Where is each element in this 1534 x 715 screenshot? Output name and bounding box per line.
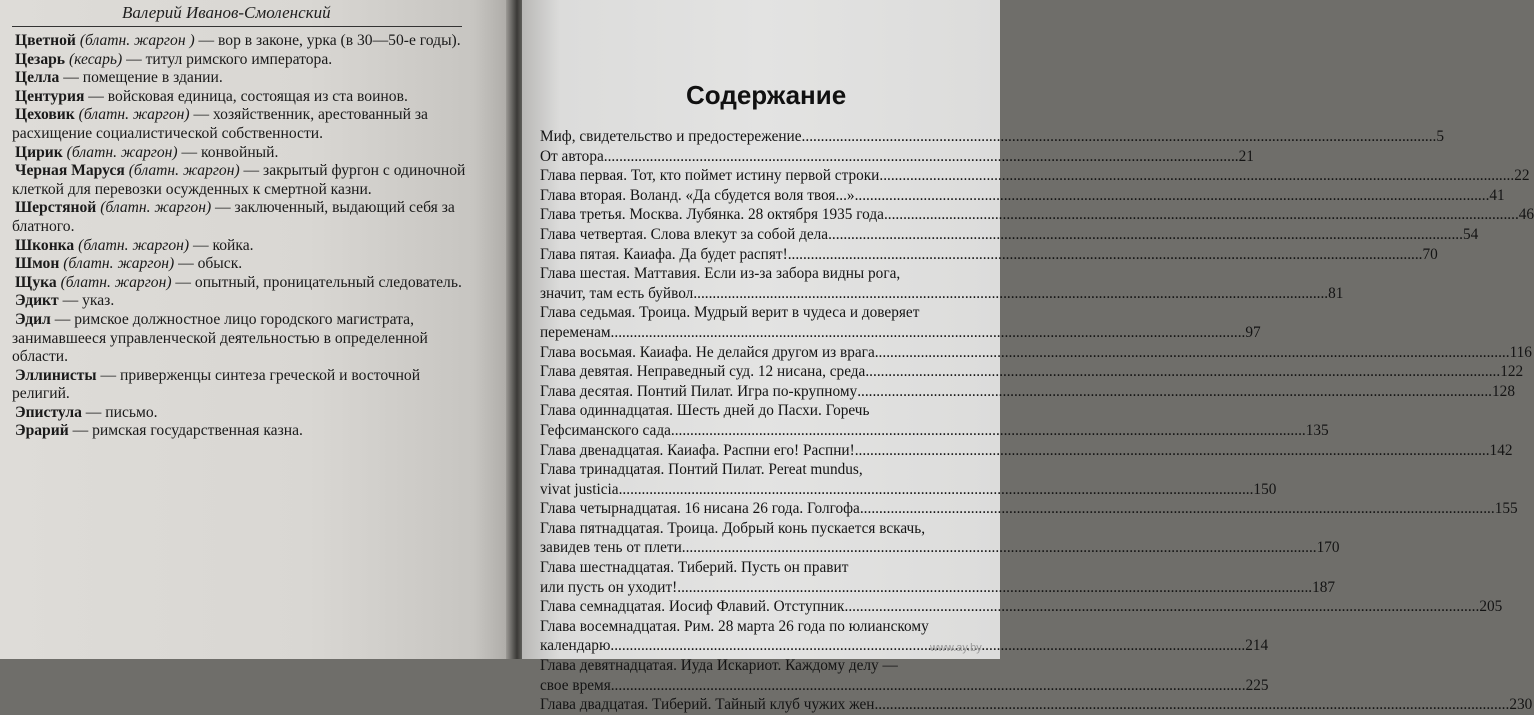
- toc-page-number: 230: [1509, 696, 1533, 714]
- toc-text: Глава одиннадцатая. Шесть дней до Пасхи. Горечь: [540, 402, 870, 420]
- toc-text: свое время: [540, 676, 611, 694]
- toc-line: [540, 323, 1261, 343]
- glossary-entry: [12, 255, 467, 274]
- toc-text: Глава девятая. Неправедный суд. 12 нисана, среда: [540, 363, 866, 381]
- toc-entry: [540, 186, 1505, 206]
- toc-entry: [540, 245, 1438, 265]
- toc-text: Глава седьмая. Троица. Мудрый верит в чудеса и доверяет: [540, 304, 920, 322]
- toc-leader-dots: [611, 323, 1246, 343]
- toc-entry: [540, 225, 1479, 245]
- watermark: www.ay.by: [930, 642, 982, 654]
- toc-page-number: 116: [1509, 343, 1532, 361]
- toc-line: [540, 421, 1329, 441]
- glossary-term: Шконка: [15, 236, 75, 254]
- glossary-definition: — конвойный.: [177, 143, 279, 161]
- toc-line: [540, 656, 1000, 676]
- toc-entry: [540, 401, 1329, 440]
- toc-line: [540, 343, 1532, 363]
- toc-text: Миф, свидетельство и предостережение: [540, 128, 802, 145]
- toc-page-number: 155: [1494, 500, 1518, 518]
- toc-text: или пусть он уходит!: [540, 578, 678, 596]
- toc-leader-dots: [671, 421, 1306, 441]
- glossary-entry: [12, 88, 467, 107]
- toc-text: Глава тринадцатая. Понтий Пилат. Pereat mundus,: [540, 461, 863, 479]
- toc-entry: [540, 205, 1534, 225]
- toc-line: [540, 558, 1000, 578]
- glossary-note: (блатн. жаргон ): [79, 32, 195, 49]
- toc-entry: [540, 343, 1532, 363]
- toc-page-number: 205: [1479, 598, 1503, 616]
- toc-line: [540, 245, 1438, 265]
- toc-leader-dots: [845, 597, 1480, 617]
- toc-page-number: 41: [1489, 186, 1505, 204]
- glossary-definition: — закрытый фургон с одиночной клеткой для перевозки осужденных к смертной казни.: [12, 162, 466, 198]
- toc-page-number: 70: [1422, 245, 1438, 263]
- toc-entry: [540, 460, 1277, 499]
- toc-text: От автора: [540, 147, 604, 165]
- glossary-definition: — обыск.: [174, 255, 243, 273]
- toc-page-number: 97: [1245, 323, 1261, 341]
- toc-line: [540, 519, 1000, 539]
- toc-text: Глава пятая. Каиафа. Да будет распят!: [540, 245, 788, 263]
- toc-line: [540, 676, 1269, 696]
- glossary-term: Эпистула: [15, 403, 82, 421]
- glossary-definition: — вор в законe, урка (в 30—50-е годы).: [194, 32, 461, 49]
- toc-entry: [540, 166, 1530, 186]
- glossary-definition: — заключенный, выдающий себя за блатного.: [12, 199, 455, 235]
- toc-leader-dots: [693, 284, 1328, 304]
- toc-line: [540, 382, 1515, 402]
- toc-entry: [540, 656, 1269, 695]
- toc-entry: [540, 499, 1518, 519]
- glossary-entry: [12, 404, 467, 423]
- glossary-term: Целла: [15, 69, 60, 87]
- glossary-entry: [12, 367, 467, 404]
- toc-line: [540, 538, 1340, 558]
- toc-entry: [540, 127, 1445, 147]
- glossary-definition: — указ.: [58, 292, 115, 310]
- toc-entry: [540, 441, 1513, 461]
- toc-line: [540, 166, 1530, 186]
- glossary-note: (блатн. жаргон): [66, 143, 178, 161]
- toc-page-number: 187: [1312, 578, 1336, 596]
- glossary-term: Эдикт: [15, 292, 59, 310]
- glossary-term: Цветной: [15, 32, 76, 49]
- toc-line: [540, 480, 1277, 500]
- toc-text: Глава третья. Москва. Лубянка. 28 октября 1935 года: [540, 206, 884, 224]
- toc-text: Глава семнадцатая. Иосиф Флавий. Отступник: [540, 598, 845, 616]
- toc-leader-dots: [682, 538, 1317, 558]
- toc-text: календарю: [540, 637, 611, 655]
- toc-line: [540, 225, 1479, 245]
- glossary-note: (блатн. жаргон): [78, 106, 190, 124]
- toc-line: [540, 303, 1000, 323]
- glossary-definition: — письмо.: [81, 403, 158, 421]
- toc-page-number: 135: [1305, 421, 1329, 439]
- toc-entry: [540, 362, 1524, 382]
- toc-page-number: 22: [1514, 167, 1530, 185]
- toc-text: значит, там есть буйвол: [540, 284, 694, 302]
- toc-page-number: 128: [1492, 382, 1515, 400]
- glossary-note: (блатн. жаргон): [60, 273, 172, 291]
- glossary-definition: — койка.: [189, 236, 254, 254]
- toc-leader-dots: [857, 382, 1492, 402]
- toc-line: [540, 264, 1000, 284]
- glossary-entry: [12, 51, 467, 70]
- toc-leader-dots: [875, 343, 1510, 363]
- toc-leader-dots: [677, 578, 1312, 598]
- contents-title: Содержание: [686, 80, 847, 110]
- toc-leader-dots: [611, 676, 1246, 696]
- toc-leader-dots: [802, 127, 1437, 147]
- glossary-definition: — опытный, проницательный следователь.: [171, 273, 462, 291]
- table-of-contents: [540, 127, 1534, 715]
- toc-line: [540, 460, 1000, 480]
- glossary-term: Цезарь: [15, 50, 66, 68]
- glossary-note: (блатн. жаргон): [128, 162, 240, 180]
- toc-leader-dots: [610, 636, 1245, 656]
- glossary-term: Щука: [15, 273, 57, 291]
- header-rule: [12, 26, 462, 27]
- toc-leader-dots: [788, 245, 1423, 265]
- toc-leader-dots: [865, 362, 1500, 382]
- glossary-definition: — римское должностное лицо городского магистрата, занимавшееся управленческой деятельностью в определенной области.: [12, 310, 428, 366]
- glossary-entry: [12, 311, 467, 367]
- glossary-note: (блатн. жаргон): [63, 255, 175, 273]
- glossary-term: Эллинисты: [15, 366, 97, 384]
- left-page: [0, 0, 515, 659]
- toc-page-number: 81: [1328, 284, 1344, 302]
- toc-entry: [540, 558, 1336, 597]
- toc-line: [540, 441, 1513, 461]
- toc-entry: [540, 382, 1515, 402]
- toc-page-number: 46: [1518, 206, 1534, 224]
- glossary-note: (блатн. жаргон): [100, 199, 212, 217]
- glossary-term: Эдил: [15, 310, 51, 328]
- toc-leader-dots: [879, 166, 1514, 186]
- toc-entry: [540, 597, 1503, 617]
- toc-text: Глава восьмая. Каиафа. Не делайся другом из врага: [540, 343, 875, 361]
- glossary-term: Цеховик: [15, 106, 75, 124]
- toc-line: [540, 617, 1000, 637]
- toc-line: [540, 499, 1518, 519]
- toc-line: [540, 401, 1000, 421]
- toc-leader-dots: [619, 480, 1254, 500]
- toc-line: [540, 186, 1505, 206]
- toc-page-number: 214: [1245, 637, 1269, 655]
- toc-text: Глава вторая. Воланд. «Да сбудется воля твоя...»: [540, 186, 855, 204]
- glossary-definition: — войсковая единица, состоящая из ста воинов.: [84, 87, 408, 105]
- toc-line: [540, 147, 1254, 167]
- toc-text: Глава двадцатая. Тиберий. Тайный клуб чужих жен: [540, 696, 875, 714]
- glossary-entry: [12, 237, 467, 256]
- toc-text: переменам: [540, 323, 611, 341]
- glossary-definition: — помещение в здании.: [59, 69, 223, 87]
- toc-line: [540, 284, 1344, 304]
- glossary-entry: [12, 144, 467, 163]
- toc-line: [540, 695, 1533, 715]
- toc-leader-dots: [828, 225, 1463, 245]
- toc-entry: [540, 147, 1254, 167]
- glossary-entry: [12, 422, 467, 441]
- toc-text: Глава шестнадцатая. Тиберий. Пусть он правит: [540, 559, 849, 577]
- glossary-term: Эрарий: [15, 422, 69, 440]
- toc-entry: [540, 303, 1261, 342]
- toc-page-number: 122: [1500, 363, 1524, 381]
- toc-leader-dots: [855, 441, 1490, 461]
- toc-leader-dots: [855, 186, 1490, 206]
- toc-page-number: 21: [1238, 147, 1254, 165]
- toc-text: Гефсиманского сада: [540, 421, 671, 439]
- glossary-term: Шмон: [15, 255, 60, 273]
- toc-line: [540, 205, 1534, 225]
- glossary-entry: [12, 274, 467, 293]
- toc-page-number: 170: [1316, 539, 1340, 557]
- toc-text: завидев тень от плети: [540, 539, 682, 557]
- toc-page-number: 150: [1253, 480, 1277, 498]
- glossary-definition: — хозяйственник, арестованный за расхищение социалистической собственности.: [12, 106, 428, 142]
- toc-text: Глава четырнадцатая. 16 нисана 26 года. Голгофа: [540, 500, 860, 518]
- toc-page-number: 54: [1462, 225, 1479, 243]
- toc-entry: [540, 695, 1533, 715]
- glossary-term: Черная Маруся: [15, 162, 125, 180]
- toc-leader-dots: [604, 147, 1239, 167]
- toc-text: Глава двенадцатая. Каиафа. Распни его! Распни!: [540, 441, 855, 459]
- glossary-term: Цирик: [15, 143, 63, 161]
- toc-text: Глава шестая. Маттавия. Если из-за забора видны рога,: [540, 265, 901, 283]
- toc-page-number: 5: [1436, 128, 1445, 145]
- glossary-term: Шерстяной: [15, 199, 97, 217]
- toc-page-number: 225: [1245, 676, 1269, 694]
- toc-text: Глава пятнадцатая. Троица. Добрый конь пускается вскачь,: [540, 519, 926, 537]
- glossary-entry: [12, 69, 467, 88]
- glossary-entry: [12, 106, 467, 143]
- toc-entry: [540, 519, 1340, 558]
- toc-line: [540, 362, 1524, 382]
- glossary-entry: [12, 292, 467, 311]
- glossary-term: Центурия: [15, 87, 85, 105]
- glossary-note: (кесарь): [68, 50, 123, 68]
- glossary-entry: [12, 162, 467, 199]
- toc-leader-dots: [860, 499, 1495, 519]
- glossary: [12, 32, 467, 441]
- toc-leader-dots: [884, 205, 1519, 225]
- toc-leader-dots: [874, 695, 1509, 715]
- toc-text: Глава десятая. Понтий Пилат. Игра по-крупному: [540, 382, 858, 400]
- toc-text: Глава первая. Тот, кто поймет истину первой строки: [540, 167, 880, 185]
- toc-text: vivat justicia: [540, 480, 619, 498]
- toc-line: [540, 127, 1445, 147]
- toc-line: [540, 597, 1503, 617]
- running-header: Валерий Иванов-Смоленский: [122, 3, 331, 22]
- glossary-definition: — приверженцы синтеза греческой и восточной религий.: [12, 366, 421, 403]
- toc-page-number: 142: [1489, 441, 1513, 459]
- glossary-entry: [12, 32, 467, 51]
- glossary-definition: — титул римского императора.: [122, 50, 333, 68]
- toc-text: Глава девятнадцатая. Иуда Искариот. Каждому делу —: [540, 657, 898, 675]
- toc-text: Глава восемнадцатая. Рим. 28 марта 26 года по юлианскому: [540, 617, 929, 635]
- toc-line: [540, 578, 1336, 598]
- glossary-entry: [12, 199, 467, 236]
- toc-entry: [540, 264, 1344, 303]
- toc-text: Глава четвертая. Слова влекут за собой дела: [540, 225, 829, 243]
- glossary-definition: — римская государственная казна.: [68, 422, 303, 440]
- glossary-note: (блатн. жаргон): [78, 236, 190, 254]
